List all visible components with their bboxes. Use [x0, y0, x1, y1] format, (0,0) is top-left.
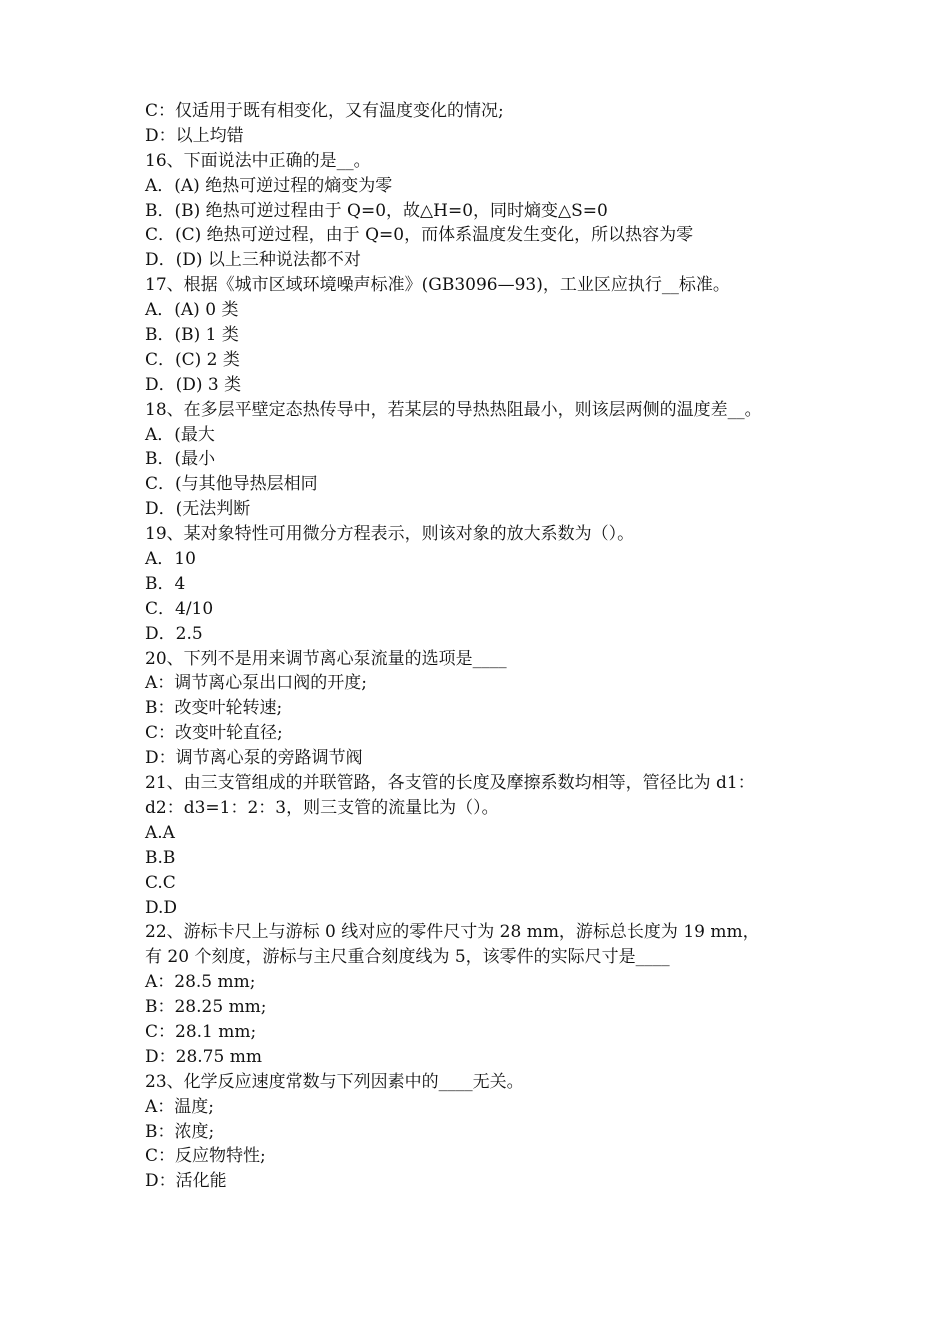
option-line: B.B	[145, 847, 176, 868]
question-20: 20、下列不是用来调节离心泵流量的选项是____	[145, 648, 507, 669]
option-line: C：仅适用于既有相变化，又有温度变化的情况;	[145, 101, 504, 121]
question-23: 23、化学反应速度常数与下列因素中的____无关。	[145, 1071, 524, 1092]
option-line: D．(D) 3 类	[145, 374, 242, 395]
option-line: A．(最大	[145, 424, 215, 445]
option-line: A．(A) 0 类	[145, 300, 239, 321]
option-line: C．(与其他导热层相同	[145, 474, 318, 495]
question-18: 18、在多层平壁定态热传导中，若某层的导热热阻最小，则该层两侧的温度差__。	[145, 399, 762, 420]
option-line: C：28.1 mm;	[145, 1021, 257, 1042]
option-line: D：以上均错	[145, 125, 244, 146]
option-line: B．(最小	[145, 449, 216, 470]
question-22: 22、游标卡尺上与游标 0 线对应的零件尺寸为 28 mm，游标总长度为 19 mm，	[145, 922, 760, 943]
option-line: C：改变叶轮直径;	[145, 723, 283, 744]
option-line: D：活化能	[145, 1171, 227, 1192]
question-17: 17、根据《城市区域环境噪声标准》(GB3096—93)，工业区应执行__标准。	[145, 275, 730, 296]
option-line: B．(B) 1 类	[145, 325, 239, 346]
option-line: B：改变叶轮转速;	[145, 698, 283, 719]
question-21: 21、由三支管组成的并联管路，各支管的长度及摩擦系数均相等，管径比为 d1：	[145, 773, 755, 794]
option-line: D.D	[145, 897, 178, 918]
document-text	[145, 99, 805, 1194]
option-line: C．4/10	[145, 598, 214, 619]
option-line: A：温度;	[145, 1096, 215, 1117]
option-line: A：调节离心泵出口阀的开度;	[145, 673, 368, 694]
option-line: D：28.75 mm	[145, 1046, 262, 1067]
option-line: D．(D) 以上三种说法都不对	[145, 250, 361, 271]
option-line: C．(C) 绝热可逆过程，由于 Q=0，而体系温度发生变化，所以热容为零	[145, 225, 694, 246]
option-line: D：调节离心泵的旁路调节阀	[145, 748, 363, 769]
question-19: 19、某对象特性可用微分方程表示，则该对象的放大系数为（）。	[145, 524, 635, 545]
option-line: B：浓度;	[145, 1121, 215, 1142]
option-line: C．(C) 2 类	[145, 349, 240, 370]
option-line: C.C	[145, 872, 176, 893]
option-line: B：28.25 mm;	[145, 997, 267, 1018]
option-line: D．(无法判断	[145, 499, 251, 520]
option-line: A．(A) 绝热可逆过程的熵变为零	[145, 175, 393, 196]
question-22-continued: 有 20 个刻度，游标与主尺重合刻度线为 5，该零件的实际尺寸是____	[145, 947, 670, 968]
question-16: 16、下面说法中正确的是__。	[145, 150, 371, 171]
option-line: A：28.5 mm;	[145, 972, 256, 993]
option-line: A.A	[145, 822, 175, 843]
option-line: C：反应物特性;	[145, 1146, 266, 1167]
option-line: D．2.5	[145, 623, 203, 644]
option-line: B．4	[145, 573, 186, 594]
option-line: A．10	[145, 549, 196, 570]
option-line: B．(B) 绝热可逆过程由于 Q=0，故△H=0，同时熵变△S=0	[145, 200, 608, 221]
question-21-continued: d2：d3=1：2：3，则三支管的流量比为（）。	[145, 797, 499, 818]
